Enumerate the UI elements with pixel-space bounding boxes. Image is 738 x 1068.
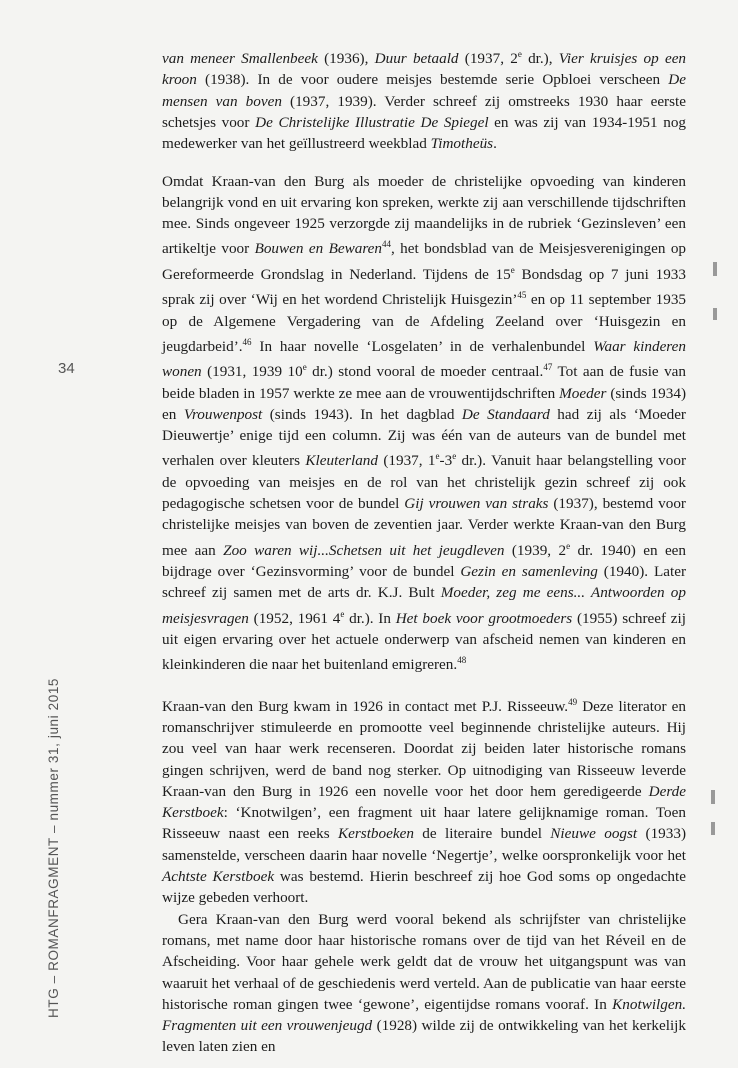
italic-title: De Christelijke Illustratie De Spiegel bbox=[255, 113, 489, 131]
margin-mark bbox=[713, 262, 717, 276]
margin-mark bbox=[711, 822, 715, 835]
italic-title: De Standaard bbox=[461, 405, 550, 423]
superscript: e bbox=[566, 540, 571, 551]
italic-title: Waar kinderen wonen bbox=[162, 337, 686, 381]
italic-title: De mensen van boven bbox=[162, 71, 686, 110]
superscript: 44 bbox=[382, 239, 391, 250]
superscript: e bbox=[517, 49, 522, 59]
italic-title: Derde Kerstboek bbox=[162, 782, 686, 822]
italic-title: Het boek voor grootmoeders bbox=[395, 609, 573, 627]
paragraph-4: Gera Kraan-van den Burg werd vooral bekend als schrijfster van christelijke romans, met name door haar historische romans over de tijd van het Réveil en de Afscheiding. Voor haar gehele werk geldt dat de vrouw het uitgangspunt was van waaruit het verhaal of de geschiedenis werd verteld. Aan de publicatie van haar eerste historische roman gingen twee ‘gewone’, eigentijdse romans vooraf. In Knotwilgen. Fragmenten uit een vrouwenjeugd (1928) wilde zij de ontwikkeling van het kerkelijk leven laten zien en bbox=[162, 910, 686, 1056]
paragraph-2: Omdat Kraan-van den Burg als moeder de christelijke opvoeding van kinderen belangrijk vond en uit ervaring kon spreken, werkte zij aan verschillende tijdschriften mee. Sinds ongeveer 1925 verzorgde zij maandelijks in de rubriek ‘Gezinsleven’ een artikeltje voor Bouwen en Bewaren$^{44}$, het bondsblad van de Meisjesverenigingen op Gereformeerde Grondslag in Nederland. Tijdens de 15e Bondsdag op 7 juni 1933 sprak zij over ‘Wij en het wordend Christelijk Huisgezin’$^{45}$ en op 11 september 1935 op de Algemene Vergadering van de Afdeling Zeeland over ‘Huisgezin en jeugdarbeid’.$^{46}$ In haar novelle ‘Losgelaten’ in de verhalenbundel Waar kinderen wonen (1931, 1939 10e dr.) stond vooral de moeder centraal.$^{47}$ Tot aan de fusie van beide bladen in 1957 werkte ze mee aan de vrouwentijdschriften Moeder (sinds 1934) en Vrouwenpost (sinds 1943). In het dagblad De Standaard had zij als ‘Moeder Dieuwertje’ enige tijd een column. Zij was één van de auteurs van de bundel met verhalen over kleuters Kleuterland (1937, 1e-3e dr.). Vanuit haar belangstelling voor de opvoeding van meisjes en de rol van het christelijk gezin schreef zij ook pedagogische schetsen voor de bundel Gij vrouwen van straks (1937), bestemd voor christelijke meisjes van boven de zeventien jaar. Verder werkte Kraan-van den Burg mee aan Zoo waren wij...Schetsen uit het jeugdleven (1939, 2e dr. 1940) en een bijdrage over ‘Gezinsvorming’ voor de bundel Gezin en samenleving (1940). Later schreef zij samen met de arts dr. K.J. Bult Moeder, zeg me eens... Antwoorden op meisjesvragen (1952, 1961 4e dr.). In Het boek voor grootmoeders (1955) schreef zij uit eigen ervaring over het actuele onderwerp van afscheid nemen van kinderen en kleinkinderen die naar het buitenland emigreren.$^{48}$ bbox=[162, 172, 687, 674]
superscript: e bbox=[452, 451, 457, 462]
superscript: 49 bbox=[568, 696, 578, 707]
italic-title: Knotwilgen. Fragmenten uit een vrouwenjeugd bbox=[162, 995, 686, 1035]
paragraph-1: van meneer Smallenbeek (1936), Duur betaald (1937, 2e dr.), Vier kruisjes op een kroon (1938). In de voor oudere meisjes bestemde serie Opbloei verscheen De mensen van boven (1937, 1939). Verder schreef zij omstreeks 1930 haar eerste schetsjes voor De Christelijke Illustratie De Spiegel en was zij van 1934-1951 nog medewerker van het geïllustreerd weekblad Timotheüs. bbox=[162, 49, 687, 153]
italic-title: Bouwen en Bewaren bbox=[254, 240, 382, 258]
italic-title: Timotheüs bbox=[430, 135, 494, 153]
italic-title: van meneer Smallenbeek bbox=[162, 50, 318, 68]
italic-title: Gezin en samenleving bbox=[460, 563, 598, 581]
italic-title: Achtste Kerstboek bbox=[162, 868, 275, 886]
superscript: e bbox=[435, 451, 440, 462]
italic-title: Duur betaald bbox=[374, 50, 459, 68]
superscript: 48 bbox=[457, 655, 467, 666]
superscript: 47 bbox=[543, 362, 553, 373]
italic-title: Vrouwenpost bbox=[183, 405, 263, 423]
paragraph-3: Kraan-van den Burg kwam in 1926 in contact met P.J. Risseeuw.$^{49}$ Deze literator en romanschrijver stimuleerde en promootte veel beginnende christelijke auteurs. Hij zou veel van haar werk recenseren. Doordat zij beiden later historische romans gingen schrijven, werd de band nog sterker. Op uitnodiging van Risseeuw leverde Kraan-van den Burg in 1926 een novelle voor het door hem geredigeerde Derde Kerstboek: ‘Knotwilgen’, een fragment uit haar latere gelijknamige roman. Toen Risseeuw naast een reeks Kerstboeken de literaire bundel Nieuwe oogst (1933) samenstelde, verscheen daarin haar novelle ‘Negertje’, welke oorspronkelijk voor het Achtste Kerstboek was bestemd. Hierin beschreef zij hoe God soms op ongedachte wijze gebeden verhoort. bbox=[162, 696, 686, 907]
running-head: HTG – ROMANFRAGMENT – nummer 31, juni 2015 bbox=[46, 677, 61, 1018]
page-number: 34 bbox=[58, 360, 75, 377]
italic-title: Kerstboeken bbox=[338, 825, 414, 843]
superscript: 46 bbox=[242, 336, 252, 347]
italic-title: Vier kruisjes op een kroon bbox=[162, 50, 687, 89]
italic-title: Nieuwe oogst bbox=[550, 825, 638, 843]
superscript: 45 bbox=[517, 290, 527, 301]
margin-mark bbox=[711, 790, 715, 804]
body-text bbox=[162, 44, 686, 1058]
superscript: e bbox=[340, 608, 345, 619]
superscript: e bbox=[302, 362, 307, 373]
superscript: e bbox=[510, 264, 515, 275]
italic-title: Gij vrouwen van straks bbox=[404, 495, 549, 513]
italic-title: Zoo waren wij...Schetsen uit het jeugdleven bbox=[223, 541, 505, 559]
italic-title: Moeder bbox=[559, 384, 607, 402]
italic-title: Kleuterland bbox=[305, 452, 378, 470]
margin-mark bbox=[713, 308, 717, 320]
italic-title: Moeder, zeg me eens... Antwoorden op meisjesvragen bbox=[162, 584, 686, 627]
